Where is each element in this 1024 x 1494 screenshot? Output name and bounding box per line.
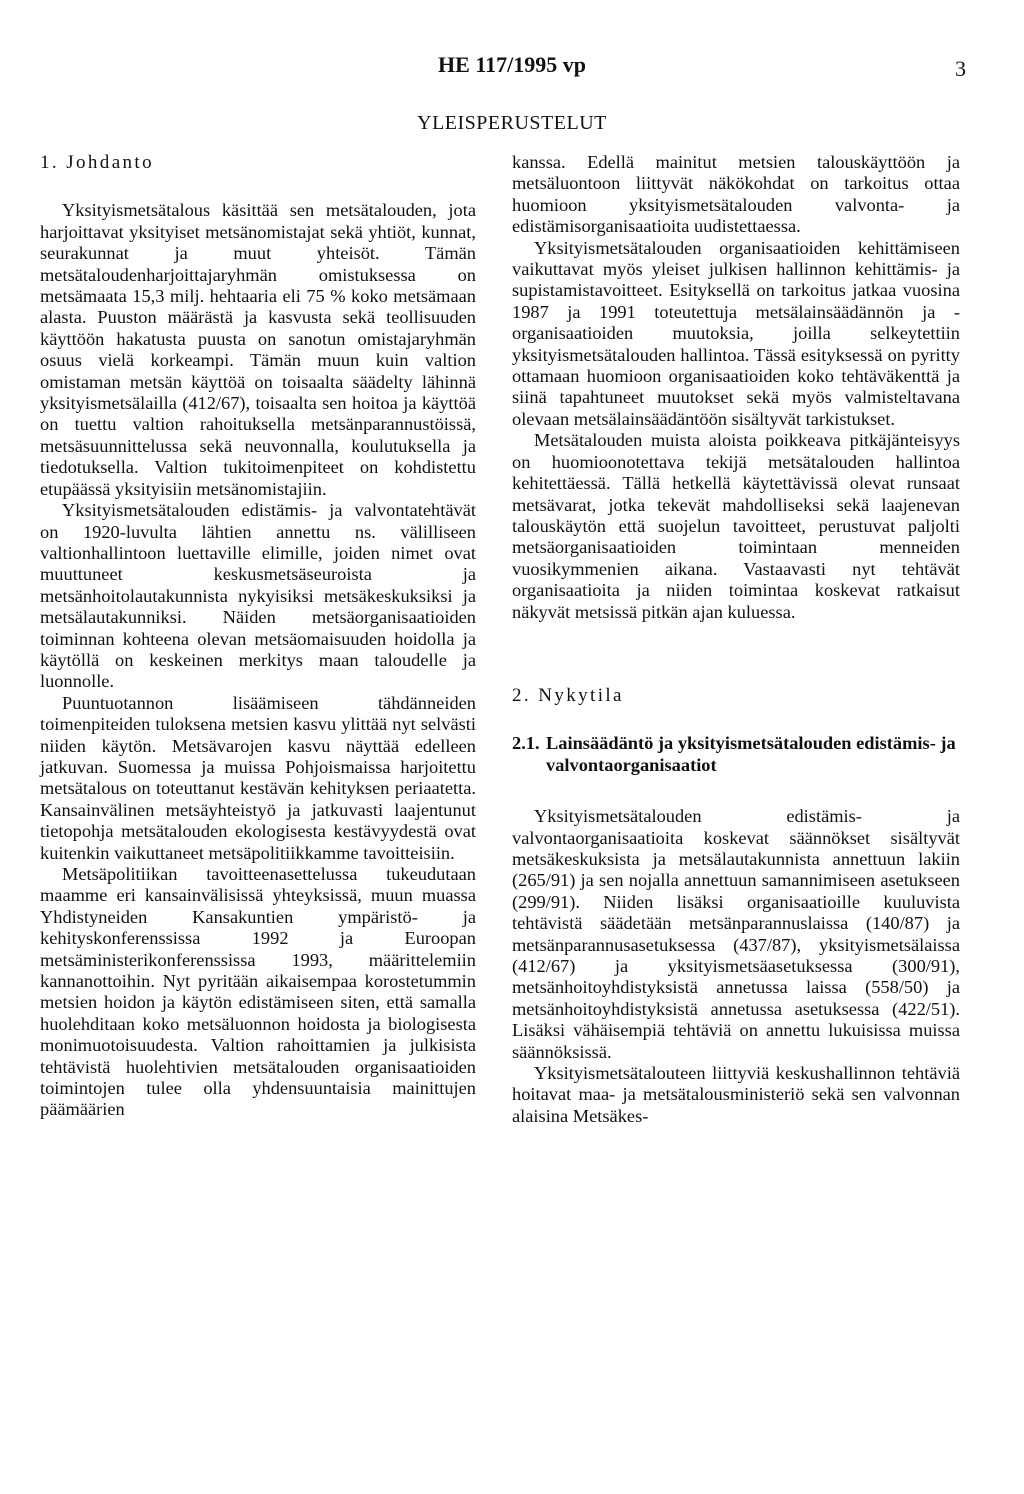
paragraph: Puuntuotannon lisäämiseen tähdänneiden toimenpiteiden tuloksena metsien kasvu ylittää nyt selvästi niiden käytön. Metsävarojen kasvu näyttää edelleen jatkuvan. Suomessa ja muissa Pohjoismaissa harjoitettu metsätalous on toteuttanut kestävän kehityksen periaatetta. Kansainvälinen metsäyhteistyö ja jatkuvasti laajentunut tietopohja metsätalouden ekologisesta kestävyydestä ovat kuitenkin vaikuttaneet metsäpolitiikkamme tavoitteisiin. [40,692,476,863]
heading-nykytila: 2. Nykytila [512,684,624,706]
paragraph: Metsäpolitiikan tavoitteenasettelussa tukeudutaan maamme eri kansainvälisissä yhteyksissä, muun muassa Yhdistyneiden Kansakuntien ympäristö- ja kehityskonferenssissa 1992 ja Euroopan metsäministerikonferenssissa 1993, määrittelemiin kannanottoihin. Nyt pyritään aikaisempaa korostetummin metsien hoidon ja käytön edistämiseen siten, että samalla huolehditaan koko metsäluonnon hoidosta ja biologisesta monimuotoisuudesta. Valtion rahoittamien ja julkisista tehtävistä huolehtivien metsätalouden organisaatioiden toimintojen tulee olla yhdensuuntaisia mainittujen päämäärien [40,864,476,1120]
page-header-title: HE 117/1995 vp [438,52,586,77]
paragraph: kanssa. Edellä mainitut metsien talouskäyttöön ja metsäluontoon liittyvät näkökohdat on tarkoitus ottaa huomioon yksityismetsätalouden valvonta- ja edistämisorganisaatioita uudistettaessa. [512,152,960,237]
right-column [512,152,960,1127]
heading-johdanto: 1. Johdanto [40,152,155,173]
subheading-text: Lainsäädäntö ja yksityismetsätalouden edistämis- ja valvontaorganisaatiot [546,733,956,775]
section-heading: YLEISPERUSTELUT [417,112,607,134]
paragraph: Yksityismetsätalouden edistämis- ja valvontatehtävät on 1920-luvulta lähtien annettu ns. välilliseen valtionhallintoon luettaville elimille, joiden nimet ovat muuttuneet keskusmetsäseuroista ja metsänhoitolautakunnista nykyisiksi metsäkeskuksiksi ja metsälautakunniksi. Näiden metsäorganisaatioiden toiminnan kohteena olevan metsäomaisuuden hoidolla ja käytöllä on keskeinen merkitys maan taloudelle ja luonnolle. [40,500,476,692]
paragraph: Yksityismetsätalouden organisaatioiden kehittämiseen vaikuttavat myös yleiset julkisen hallinnon kehittämis- ja supistamistavoitteet. Esityksellä on tarkoitus jatkaa vuosina 1987 ja 1991 toteutettuja metsälainsäädännön ja -organisaatioiden muutoksia, joilla selkeytettiin yksityismetsätalouden hallintoa. Tässä esityksessä on pyritty ottamaan huomioon organisaatioiden koko tehtäväkenttä ja siinä tapahtuneet muutokset sekä myös valmisteltavana olevaan metsälainsäädäntöön sisältyvät tarkistukset. [512,237,960,429]
subheading-number: 2.1. [512,733,540,754]
paragraph: Yksityismetsätalouden edistämis- ja valvontaorganisaatioita koskevat säännökset sisältyvät metsäkeskuksista ja metsälautakunnista annettuun lakiin (265/91) ja sen nojalla annettuun samannimiseen asetukseen (299/91). Niiden lisäksi organisaatioille kuuluvista tehtävistä säädetään metsänparannuslaissa (140/87) ja metsänparannusasetuksessa (437/87), yksityismetsälaissa (412/67) ja yksityismetsäasetuksessa (300/91), metsänhoitoyhdistyksistä annetussa laissa (558/50) ja metsänhoitoyhdistyksistä annetussa asetuksessa (422/51). Lisäksi vähäisempiä tehtäviä on annettu lukuisissa muissa säännöksissä. [512,806,960,1062]
paragraph: Yksityismetsätalous käsittää sen metsätalouden, jota harjoittavat yksityiset metsänomistajat sekä yhtiöt, kunnat, seurakunnat ja muut yhteisöt. Tämän metsätaloudenharjoittajaryhmän omistuksessa on metsämaata 15,3 milj. hehtaaria eli 75 % koko metsämaan alasta. Puuston määrästä ja kasvusta sekä teollisuuden käyttöön hakatusta puusta on sanotun omistajaryhmän osuus vielä korkeampi. Tämän muun kuin valtion omistaman metsän käyttöä on toisaalta säädelty lähinnä yksityismetsälailla (412/67), toisaalta sen hoitoa ja käyttöä on tuettu valtion rahoituksella metsänparannustöissä, metsäsuunnittelussa sekä neuvonnalla, koulutuksella ja tiedotuksella. Valtion tukitoimenpiteet on kohdistettu etupäässä yksityisiin metsänomistajiin. [40,200,476,499]
left-column [40,152,476,1121]
subheading-lainsaadanto [512,733,960,776]
paragraph: Metsätalouden muista aloista poikkeava pitkäjänteisyys on huomioonotettava tekijä metsätalouden hallintoa kehitettäessä. Tällä hetkellä käytettävissä olevat runsaat metsävarat, jotka tekevät mahdolliseksi sekä laajenevan talouskäytön että suojelun tavoitteet, perustuvat paljolti metsäorganisaatioiden toimintaan menneiden vuosikymmenien aikana. Vastaavasti nyt tehtävät organisaatioita ja niiden toimintaa koskevat ratkaisut näkyvät metsissä pitkän ajan kuluessa. [512,430,960,622]
page-number: 3 [955,56,966,81]
paragraph: Yksityismetsätalouteen liittyviä keskushallinnon tehtäviä hoitavat maa- ja metsätalousministeriö sekä sen valvonnan alaisina Metsäkes- [512,1063,960,1126]
